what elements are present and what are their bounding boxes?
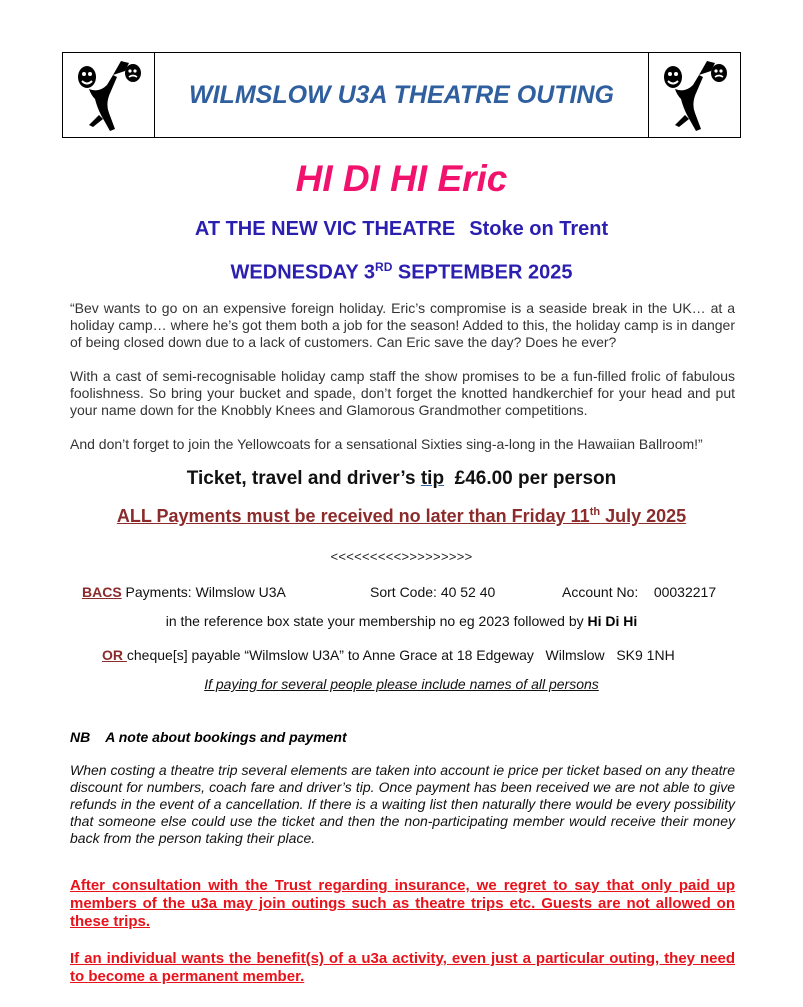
show-date	[0, 260, 803, 285]
date-prefix: WEDNESDAY 3	[230, 261, 376, 284]
theatre-masks-dancer-icon	[69, 55, 149, 135]
sort-code: Sort Code: 40 52 40	[370, 584, 496, 600]
note-body: When costing a theatre trip several elements are taken into account ie price per ticket based on any theatre discount for numbers, coach fare and driver’s tip. Once payment has been received we are not able to give refunds in the event of a cancellation. If there is a waiting list then naturally there would be every possibility that someone else could use the ticket and then the non-participating member would receive their money back from the person taking their place.	[70, 762, 735, 846]
or-label: OR	[102, 647, 127, 663]
description-paragraph-1: “Bev wants to go on an expensive foreign holiday. Eric’s compromise is a seaside break in the UK… at a holiday camp… where he’s got them both a job for the season! Added to this, the holiday camp is in danger of being closed down due to a lack of customers. Can Eric save the day? Does he ever?	[70, 300, 735, 350]
payment-deadline	[0, 506, 803, 527]
reference-bold: Hi Di Hi	[587, 613, 638, 629]
venue-place: Stoke on Trent	[469, 218, 609, 240]
deadline-text-a: ALL Payments must be received no later than Friday 11	[116, 506, 590, 526]
theatre-masks-dancer-icon	[655, 55, 735, 135]
venue-name: AT THE NEW VIC THEATRE	[194, 218, 456, 240]
several-people-note: If paying for several people please include names of all persons	[204, 676, 599, 692]
cheque-line	[102, 647, 675, 663]
date-rest: SEPTEMBER 2025	[392, 261, 573, 284]
deadline-sup: th	[589, 506, 601, 518]
warning-become-member: If an individual wants the benefit(s) of a u3a activity, even just a particular outing, they need to become a permanent member.	[70, 950, 735, 985]
logo-right	[648, 53, 740, 137]
divider-arrows: <<<<<<<<<>>>>>>>>>	[330, 549, 473, 564]
date-suffix: RD	[375, 260, 393, 274]
reference-text: in the reference box state your membership no eg 2023 followed by	[165, 613, 588, 629]
show-title: HI DI HI Eric	[295, 158, 508, 199]
description-paragraph-3: And don’t forget to join the Yellowcoats for a sensational Sixties sing-a-long in the Hawaiian Ballroom!”	[70, 436, 703, 452]
ticket-text-b: £46.00 per person	[444, 468, 617, 489]
description-paragraph-2: With a cast of semi-recognisable holiday camp staff the show promises to be a fun-filled frolic of fabulous foolishness. So bring your bucket and spade, don’t forget the knotted handkerchief for your head and put your name down for the Knobbly Knees and Glamorous Grandmother competitions.	[70, 368, 735, 418]
note-heading: NB A note about bookings and payment	[70, 729, 347, 745]
bacs-label: BACS	[82, 584, 122, 600]
warning-members-only: After consultation with the Trust regarding insurance, we regret to say that only paid up members of the u3a may join outings such as theatre trips etc. Guests are not allowed on these trips.	[70, 877, 735, 930]
reference-instruction	[0, 613, 803, 629]
logo-left	[63, 53, 155, 137]
ticket-text-a: Ticket, travel and driver’s	[186, 468, 421, 489]
cheque-text: cheque[s] payable “Wilmslow U3A” to Anne Grace at 18 Edgeway Wilmslow SK9 1NH	[126, 647, 675, 663]
venue-line	[0, 218, 803, 241]
header-title: WILMSLOW U3A THEATRE OUTING	[189, 80, 614, 109]
bacs-line	[82, 584, 742, 600]
deadline-text-b: July 2025	[600, 506, 687, 526]
bacs-text: Payments: Wilmslow U3A	[121, 584, 286, 600]
ticket-text-tip: tip	[420, 468, 445, 489]
ticket-price	[0, 468, 803, 490]
header-banner	[62, 52, 741, 138]
account-number: Account No: 00032217	[562, 584, 717, 600]
